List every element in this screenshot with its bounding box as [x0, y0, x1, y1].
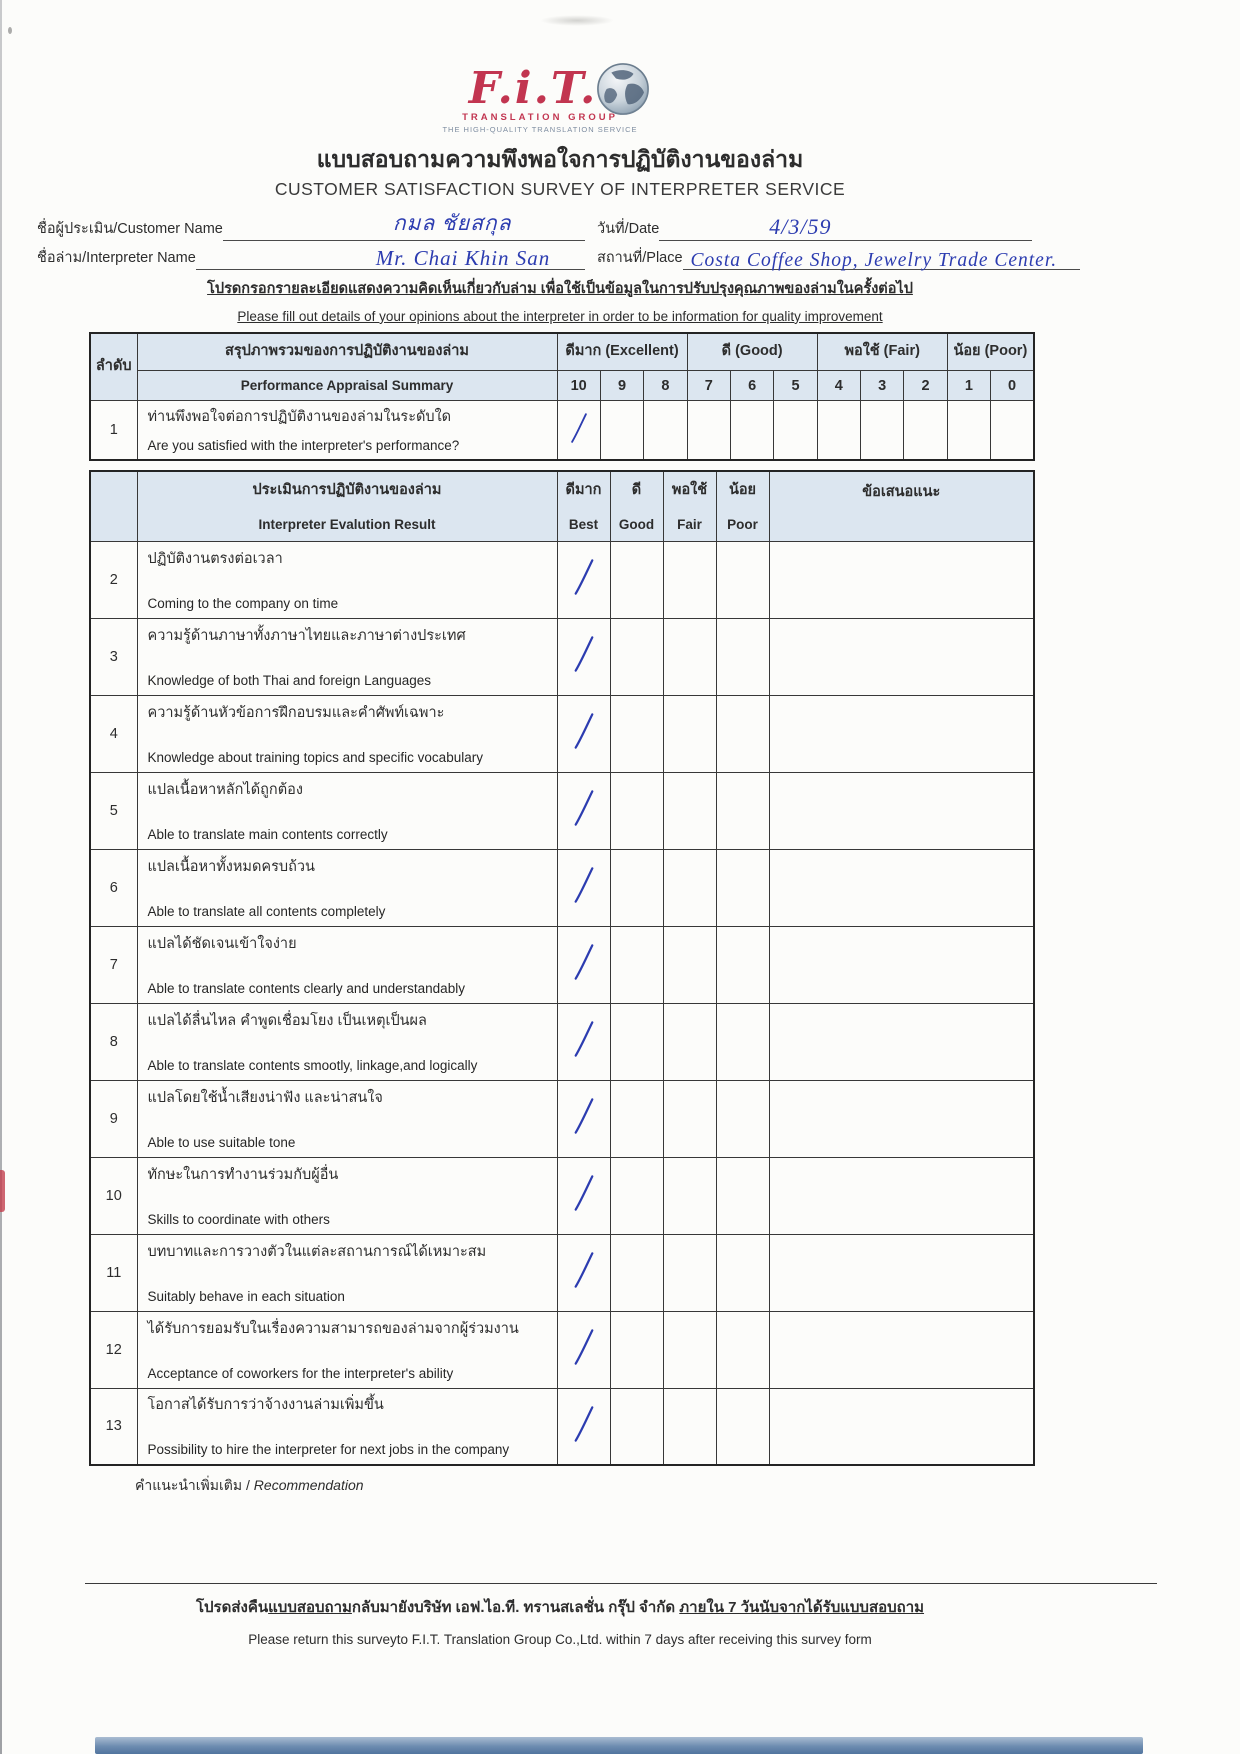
tick-mark: [572, 633, 596, 675]
recommendation-thai: คำแนะนำเพิ่มเติม /: [135, 1477, 254, 1494]
tick-mark: [572, 864, 596, 906]
score-cell-0: [991, 401, 1034, 461]
rating-cell-best-checked: [557, 1234, 610, 1311]
score-cell-6: [730, 401, 773, 461]
rating-cell-poor: [716, 772, 769, 849]
rating-cell-good: [610, 1080, 663, 1157]
rating-best-english: Best: [568, 517, 599, 533]
evaluation-header-english: Interpreter Evalution Result: [258, 517, 436, 533]
rating-cell-poor: [716, 1234, 769, 1311]
rating-header-good: [610, 471, 663, 541]
rating-cell-good: [610, 926, 663, 1003]
suggestion-cell: [769, 1080, 1034, 1157]
row-number: 7: [90, 926, 137, 1003]
suggestion-cell: [769, 926, 1034, 1003]
logo-wordmark: F.i.T.: [468, 63, 598, 114]
score-cell-1: [947, 401, 990, 461]
criterion-english: Able to translate contents smootly, linkage,and logically: [147, 1057, 478, 1073]
suggestion-cell: [769, 1157, 1034, 1234]
score-cell-8: [644, 401, 687, 461]
summary-header-row-groups: [90, 333, 1034, 371]
row-number: 9: [90, 1080, 137, 1157]
rating-good-thai: ดี: [631, 482, 642, 499]
rating-cell-good: [610, 1388, 663, 1465]
group-poor: น้อย (Poor): [947, 333, 1034, 371]
blank-header-cell: [90, 471, 137, 541]
customer-name-handwriting: กมล ชัยสกุล: [392, 210, 512, 235]
question-thai: ท่านพึงพอใจต่อการปฏิบัติงานของล่ามในระดับใด: [147, 409, 452, 426]
rating-cell-fair: [663, 618, 716, 695]
score-col-7: 7: [687, 371, 730, 401]
criterion-english: Skills to coordinate with others: [147, 1211, 330, 1227]
table-row: [90, 541, 1034, 618]
rating-cell-poor: [716, 1388, 769, 1465]
rating-best-thai: ดีมาก: [565, 482, 602, 499]
criterion-thai: แปลได้ลื่นไหล คำพูดเชื่อมโยง เป็นเหตุเป็นผล: [147, 1012, 427, 1029]
score-cell-9: [600, 401, 643, 461]
table-row: [90, 1388, 1034, 1465]
score-col-1: 1: [947, 371, 990, 401]
rating-header-best: [557, 471, 610, 541]
row-number: 11: [90, 1234, 137, 1311]
score-cell-2: [904, 401, 947, 461]
criterion-thai: แปลโดยใช้น้ำเสียงน่าฟัง และน่าสนใจ: [147, 1089, 383, 1106]
tick-mark: [572, 1095, 596, 1137]
row-number: 10: [90, 1157, 137, 1234]
score-col-3: 3: [861, 371, 904, 401]
criterion-thai: ปฏิบัติงานตรงต่อเวลา: [147, 550, 283, 567]
tick-mark: [572, 556, 596, 598]
row-number: 8: [90, 1003, 137, 1080]
rating-cell-fair: [663, 1157, 716, 1234]
rating-cell-poor: [716, 1311, 769, 1388]
rating-cell-best-checked: [557, 1080, 610, 1157]
summary-table: [89, 332, 1035, 462]
rating-cell-best-checked: [557, 926, 610, 1003]
header-fields: [0, 212, 1120, 270]
recommendation-english: Recommendation: [253, 1477, 364, 1494]
row-number: 3: [90, 618, 137, 695]
group-fair: พอใช้ (Fair): [817, 333, 947, 371]
place-handwriting: Costa Coffee Shop, Jewelry Trade Center.: [690, 249, 1058, 271]
group-excellent: ดีมาก (Excellent): [557, 333, 687, 371]
suggestion-header: ข้อเสนอแนะ: [769, 471, 1034, 541]
criterion-english: Able to translate all contents completely: [147, 903, 386, 919]
criterion-english: Able to translate main contents correctly: [147, 826, 388, 842]
rating-good-english: Good: [618, 517, 655, 533]
table-row: [90, 926, 1034, 1003]
table-row: [90, 1311, 1034, 1388]
form-title-english: CUSTOMER SATISFACTION SURVEY OF INTERPRETER SERVICE: [274, 178, 846, 199]
criterion-thai: แปลได้ชัดเจนเข้าใจง่าย: [147, 935, 297, 952]
no-column-header: ลำดับ: [90, 333, 137, 401]
rating-fair-thai: พอใช้: [671, 482, 708, 499]
rating-cell-best-checked: [557, 1388, 610, 1465]
rating-cell-fair: [663, 849, 716, 926]
rating-cell-poor: [716, 1157, 769, 1234]
score-cell-4: [817, 401, 860, 461]
form-title-thai: แบบสอบถามความพึงพอใจการปฏิบัติงานของล่าม: [316, 146, 804, 172]
tick-mark: [572, 1172, 596, 1214]
logo-subtitle: TRANSLATION GROUP: [462, 112, 618, 123]
suggestion-cell: [769, 849, 1034, 926]
place-line: [683, 244, 1080, 270]
rating-cell-best-checked: [557, 1003, 610, 1080]
rating-cell-fair: [663, 1003, 716, 1080]
rating-cell-best-checked: [557, 618, 610, 695]
tick-mark: [572, 787, 596, 829]
date-label: วันที่/Date: [597, 220, 660, 237]
rating-cell-poor: [716, 849, 769, 926]
rating-cell-poor: [716, 541, 769, 618]
rating-poor-english: Poor: [727, 517, 758, 533]
criterion-english: Able to translate contents clearly and understandably: [147, 980, 465, 996]
rating-poor-thai: น้อย: [728, 482, 757, 499]
row-number: 5: [90, 772, 137, 849]
rating-cell-good: [610, 1003, 663, 1080]
score-cell-3: [861, 401, 904, 461]
criterion-thai: โอกาสได้รับการว่าจ้างงานล่ามเพิ่มขึ้น: [147, 1397, 384, 1414]
tick-mark: [572, 1326, 596, 1368]
tick-mark: [572, 1403, 596, 1445]
rating-cell-best-checked: [557, 772, 610, 849]
rating-cell-best-checked: [557, 849, 610, 926]
table-row: [90, 618, 1034, 695]
table-row: [90, 1157, 1034, 1234]
rating-cell-best-checked: [557, 1157, 610, 1234]
criterion-english: Coming to the company on time: [147, 595, 339, 611]
rating-cell-best-checked: [557, 695, 610, 772]
footer-thai: [0, 1597, 1120, 1620]
date-handwriting: 4/3/59: [769, 213, 832, 239]
footer-english: Please return this surveyto F.I.T. Translation Group Co.,Ltd. within 7 days after receiving this survey form: [248, 1632, 872, 1647]
rating-cell-fair: [663, 926, 716, 1003]
instruction-english: Please fill out details of your opinions about the interpreter in order to be information for quality improvement: [237, 308, 883, 324]
row-number: 4: [90, 695, 137, 772]
criterion-english: Able to use suitable tone: [147, 1134, 296, 1150]
footer-thai-part: โปรดส่งคืน: [195, 1599, 269, 1616]
place-label: สถานที่/Place: [597, 249, 683, 266]
suggestion-cell: [769, 541, 1034, 618]
question-english: Are you satisfied with the interpreter's performance?: [147, 438, 460, 454]
scan-page-edge-bar: [95, 1737, 1143, 1754]
table-row: [90, 849, 1034, 926]
suggestion-cell: [769, 1311, 1034, 1388]
interpreter-name-line: [196, 244, 585, 270]
rating-cell-poor: [716, 618, 769, 695]
summary-header-english: Performance Appraisal Summary: [137, 371, 557, 401]
footer-thai-underlined: ภายใน 7 วันนับจากได้รับแบบสอบถาม: [679, 1599, 925, 1616]
rating-cell-fair: [663, 695, 716, 772]
row-number: 1: [90, 401, 137, 461]
rating-cell-best-checked: [557, 541, 610, 618]
table-row: [90, 1080, 1034, 1157]
suggestion-cell: [769, 1234, 1034, 1311]
tick-mark: [572, 710, 596, 752]
criterion-thai: บทบาทและการวางตัวในแต่ละสถานการณ์ได้เหมาะสม: [147, 1243, 487, 1260]
recommendation-label: [135, 1475, 1120, 1497]
summary-data-row: [90, 401, 1034, 461]
rating-cell-good: [610, 1311, 663, 1388]
score-col-10: 10: [557, 371, 600, 401]
suggestion-cell: [769, 618, 1034, 695]
row-number: 2: [90, 541, 137, 618]
evaluation-table: [89, 470, 1035, 1466]
table-row: [90, 772, 1034, 849]
rating-cell-fair: [663, 541, 716, 618]
rating-fair-english: Fair: [677, 517, 702, 533]
summary-header-thai: สรุปภาพรวมของการปฏิบัติงานของล่าม: [137, 333, 557, 371]
score-cell-7: [687, 401, 730, 461]
rating-cell-poor: [716, 926, 769, 1003]
rating-cell-fair: [663, 1311, 716, 1388]
score-col-8: 8: [644, 371, 687, 401]
interpreter-name-label: ชื่อล่าม/Interpreter Name: [37, 249, 196, 266]
tick-mark: [572, 1018, 596, 1060]
rating-cell-good: [610, 695, 663, 772]
rating-cell-good: [610, 1157, 663, 1234]
logo-tagline: THE HIGH-QUALITY TRANSLATION SERVICE: [442, 125, 638, 134]
suggestion-cell: [769, 772, 1034, 849]
table-row: [90, 1234, 1034, 1311]
evaluation-header-row: [90, 471, 1034, 541]
globe-icon: [595, 61, 651, 117]
criterion-english: Acceptance of coworkers for the interpreter's ability: [147, 1365, 454, 1381]
suggestion-cell: [769, 695, 1034, 772]
rating-cell-good: [610, 772, 663, 849]
rating-header-fair: [663, 471, 716, 541]
criterion-thai: ความรู้ด้านภาษาทั้งภาษาไทยและภาษาต่างประเทศ: [147, 627, 466, 644]
score-col-0: 0: [991, 371, 1034, 401]
row-number: 13: [90, 1388, 137, 1465]
rating-cell-good: [610, 541, 663, 618]
fit-logo: [0, 0, 1120, 134]
row-number: 12: [90, 1311, 137, 1388]
customer-name-line: [223, 210, 585, 241]
evaluation-header-thai: ประเมินการปฏิบัติงานของล่าม: [252, 482, 442, 499]
criterion-thai: แปลเนื้อหาหลักได้ถูกต้อง: [147, 781, 303, 798]
group-good: ดี (Good): [687, 333, 817, 371]
criterion-thai: ทักษะในการทำงานร่วมกับผู้อื่น: [147, 1166, 339, 1183]
rating-cell-poor: [716, 695, 769, 772]
score-col-4: 4: [817, 371, 860, 401]
customer-name-label: ชื่อผู้ประเมิน/Customer Name: [37, 220, 223, 237]
criterion-english: Suitably behave in each situation: [147, 1288, 345, 1304]
rating-cell-fair: [663, 772, 716, 849]
rating-cell-poor: [716, 1080, 769, 1157]
rating-cell-fair: [663, 1388, 716, 1465]
rating-cell-good: [610, 849, 663, 926]
score-col-5: 5: [774, 371, 817, 401]
footer-divider: [85, 1583, 1157, 1584]
score-col-2: 2: [904, 371, 947, 401]
table-row: [90, 1003, 1034, 1080]
suggestion-cell: [769, 1388, 1034, 1465]
rating-cell-best-checked: [557, 1311, 610, 1388]
summary-header-row-scores: [90, 371, 1034, 401]
tick-mark: [569, 410, 589, 446]
footer-thai-underlined: แบบสอบถาม: [268, 1599, 352, 1616]
suggestion-cell: [769, 1003, 1034, 1080]
tick-mark: [572, 941, 596, 983]
criterion-english: Knowledge of both Thai and foreign Languages: [147, 672, 431, 688]
rating-cell-good: [610, 618, 663, 695]
footer-thai-part: กลับมายังบริษัท เอฟ.ไอ.ที. ทรานสเลชั่น กรุ๊ป จำกัด: [351, 1599, 680, 1616]
criterion-thai: ความรู้ด้านหัวข้อการฝึกอบรมและคำศัพท์เฉพาะ: [147, 704, 445, 721]
rating-cell-fair: [663, 1234, 716, 1311]
table-row: [90, 695, 1034, 772]
tick-mark: [572, 1249, 596, 1291]
rating-cell-fair: [663, 1080, 716, 1157]
rating-header-poor: [716, 471, 769, 541]
criterion-english: Possibility to hire the interpreter for next jobs in the company: [147, 1442, 510, 1458]
interpreter-name-handwriting: Mr. Chai Khin San: [375, 245, 551, 270]
rating-cell-poor: [716, 1003, 769, 1080]
score-col-6: 6: [730, 371, 773, 401]
score-cell-5: [774, 401, 817, 461]
instruction-thai: โปรดกรอกรายละเอียดแสดงความคิดเห็นเกี่ยวกับล่าม เพื่อใช้เป็นข้อมูลในการปรับปรุงคุณภาพของล่ามในครั้งต่อไป: [207, 280, 913, 297]
criterion-thai: ได้รับการยอมรับในเรื่องความสามารถของล่ามจากผู้ร่วมงาน: [147, 1320, 519, 1337]
row-number: 6: [90, 849, 137, 926]
rating-cell-good: [610, 1234, 663, 1311]
score-col-9: 9: [600, 371, 643, 401]
score-cell-10-checked: [557, 401, 600, 461]
criterion-english: Knowledge about training topics and specific vocabulary: [147, 749, 483, 765]
date-line: [659, 215, 1032, 241]
criterion-thai: แปลเนื้อหาทั้งหมดครบถ้วน: [147, 858, 315, 875]
